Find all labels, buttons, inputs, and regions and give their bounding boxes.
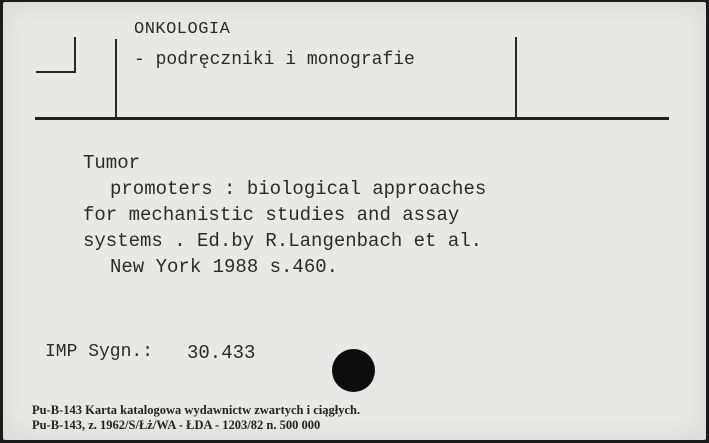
header-left-divider [115,39,117,117]
signature-value: 30.433 [187,342,256,364]
catalog-card [3,2,706,440]
entry-line-5: New York 1988 s.460. [110,256,339,278]
header-rule [35,117,669,120]
punch-hole [332,349,375,392]
footer-line-2: Pu-B-143, z. 1962/S/Łż/WA - ŁDA - 1203/82 n. 500 000 [32,418,321,432]
entry-line-3: for mechanistic studies and assay [83,204,460,226]
subcategory-heading: - podręczniki i monografie [134,50,415,70]
entry-line-2: promoters : biological approaches [110,178,487,200]
corner-mark [36,37,76,73]
footer-line-1: Pu-B-143 Karta katalogowa wydawnictw zwartych i ciągłych. [32,403,361,417]
category-heading: ONKOLOGIA [134,20,231,39]
entry-title: Tumor [83,152,141,174]
header-right-divider [515,37,517,117]
signature-label: IMP Sygn.: [45,342,154,362]
entry-line-4: systems . Ed.by R.Langenbach et al. [83,230,483,252]
